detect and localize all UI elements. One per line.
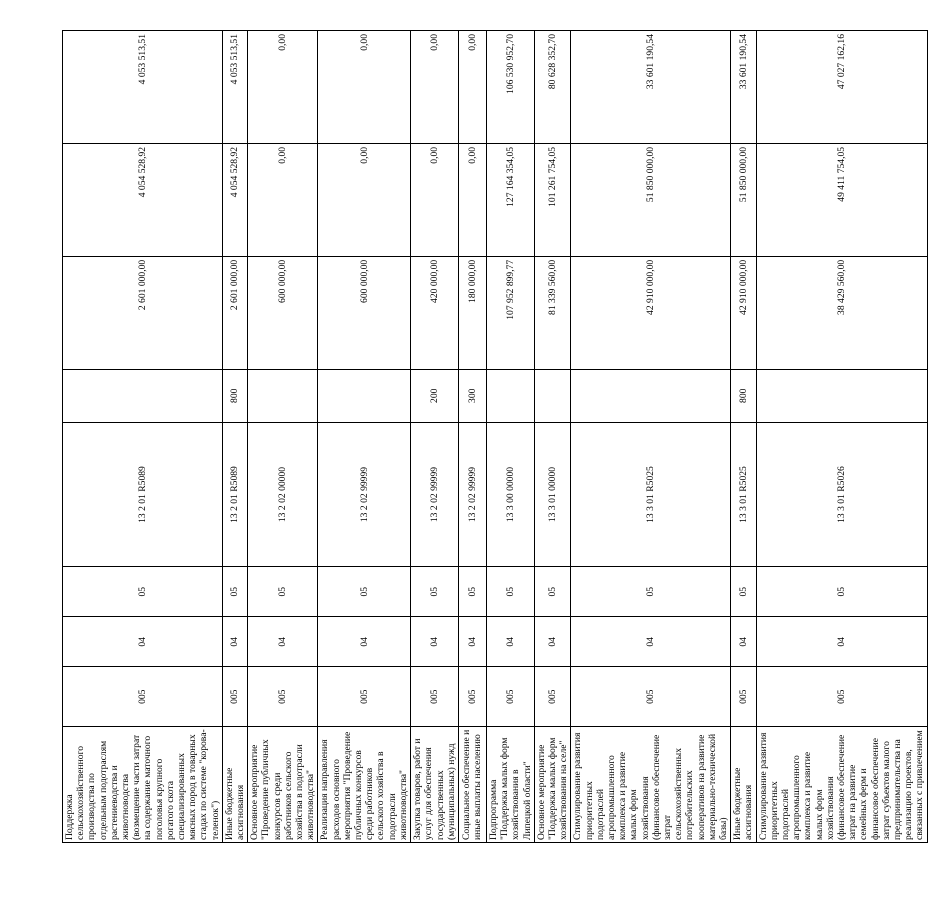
row-name: Иные бюджетные ассигнования — [731, 727, 756, 843]
table-row — [534, 31, 571, 843]
target-article-code: 13 3 01 00000 — [534, 422, 571, 566]
table-row — [63, 31, 223, 843]
row-name: Основное мероприятие "Поддержка малых форм хозяйствования на селе" — [534, 727, 571, 843]
podrazdel-code: 05 — [458, 567, 486, 617]
razdel-code: 04 — [458, 617, 486, 667]
sum-year-3: 106 530 952,70 — [486, 31, 534, 144]
podrazdel-code: 05 — [222, 567, 247, 617]
sum-year-3: 4 053 513,51 — [63, 31, 223, 144]
sum-year-1: 107 952 899,77 — [486, 256, 534, 369]
table-row — [571, 31, 731, 843]
target-article-code: 13 3 00 00000 — [486, 422, 534, 566]
target-article-code: 13 2 01 R5089 — [222, 422, 247, 566]
vedomstvo-code: 005 — [63, 667, 223, 727]
target-article-code: 13 2 01 R5089 — [63, 422, 223, 566]
row-name: Закупка товаров, работ и услуг для обеспечения государственных (муниципальных) нужд — [411, 727, 459, 843]
row-name: Подпрограмма "Поддержка малых форм хозяйствования в Липецкой области" — [486, 727, 534, 843]
sum-year-2: 0,00 — [248, 143, 318, 256]
table-body — [63, 31, 928, 843]
table-row — [458, 31, 486, 843]
target-article-code: 13 2 02 99999 — [318, 422, 411, 566]
sum-year-2: 49 411 754,05 — [756, 143, 927, 256]
vedomstvo-code: 005 — [571, 667, 731, 727]
sum-year-2: 51 850 000,00 — [571, 143, 731, 256]
table-row — [411, 31, 459, 843]
budget-table — [62, 30, 928, 843]
expense-type-code: 800 — [731, 369, 756, 422]
target-article-code: 13 3 01 R5025 — [571, 422, 731, 566]
podrazdel-code: 05 — [318, 567, 411, 617]
razdel-code: 04 — [63, 617, 223, 667]
target-article-code: 13 2 02 00000 — [248, 422, 318, 566]
podrazdel-code: 05 — [571, 567, 731, 617]
sum-year-1: 81 339 560,00 — [534, 256, 571, 369]
row-name: Реализация направления расходов основного мероприятия "Проведение публичных конкурсов среди работников сельского хозяйства в подотрасли животноводства" — [318, 727, 411, 843]
sum-year-3: 0,00 — [248, 31, 318, 144]
vedomstvo-code: 005 — [248, 667, 318, 727]
expense-type-code — [571, 369, 731, 422]
sum-year-3: 0,00 — [318, 31, 411, 144]
row-name: Поддержка сельскохозяйственного производства по отдельным подотраслям растениеводства и животноводства (возмещение части затрат на содержание маточного поголовья крупного рогатого скота специализированных мясных пород в товарных стадах по системе "корова-теленок") — [63, 727, 223, 843]
podrazdel-code: 05 — [756, 567, 927, 617]
podrazdel-code: 05 — [486, 567, 534, 617]
razdel-code: 04 — [222, 617, 247, 667]
razdel-code: 04 — [731, 617, 756, 667]
podrazdel-code: 05 — [411, 567, 459, 617]
target-article-code: 13 3 01 R5026 — [756, 422, 927, 566]
target-article-code: 13 3 01 R5025 — [731, 422, 756, 566]
row-name: Основное мероприятие "Проведение публичных конкурсов среди работников сельского хозяйства в подотрасли животноводства" — [248, 727, 318, 843]
sum-year-3: 80 628 352,70 — [534, 31, 571, 144]
sum-year-2: 4 054 528,92 — [222, 143, 247, 256]
sum-year-3: 47 027 162,16 — [756, 31, 927, 144]
expense-type-code — [63, 369, 223, 422]
target-article-code: 13 2 02 99999 — [411, 422, 459, 566]
expense-type-code — [318, 369, 411, 422]
sum-year-2: 101 261 754,05 — [534, 143, 571, 256]
expense-type-code — [534, 369, 571, 422]
razdel-code: 04 — [411, 617, 459, 667]
target-article-code: 13 2 02 99999 — [458, 422, 486, 566]
expense-type-code: 300 — [458, 369, 486, 422]
razdel-code: 04 — [248, 617, 318, 667]
vedomstvo-code: 005 — [411, 667, 459, 727]
sum-year-1: 600 000,00 — [248, 256, 318, 369]
sum-year-2: 51 850 000,00 — [731, 143, 756, 256]
sum-year-2: 0,00 — [411, 143, 459, 256]
row-name: Стимулирование развития приоритетных подотраслей агропромышленного комплекса и развитие малых форм хозяйствования (финансовое обеспечение затрат сельскохозяйственных потребительских кооперативов на развитие материально-технической базы) — [571, 727, 731, 843]
podrazdel-code: 05 — [248, 567, 318, 617]
sum-year-2: 0,00 — [458, 143, 486, 256]
table-row — [318, 31, 411, 843]
podrazdel-code: 05 — [731, 567, 756, 617]
sum-year-3: 4 053 513,51 — [222, 31, 247, 144]
sum-year-1: 180 000,00 — [458, 256, 486, 369]
expense-type-code — [756, 369, 927, 422]
row-name: Стимулирование развития приоритетных подотраслей агропромышленного комплекса и развитие малых форм хозяйствования (финансовое обеспечение затрат на развитие семейных ферм и финансовое обеспечение затрат субъектов малого предпринимательства на реализацию проектов, связанных с привлечением — [756, 727, 927, 843]
table-row — [222, 31, 247, 843]
row-name: Социальное обеспечение и иные выплаты населению — [458, 727, 486, 843]
podrazdel-code: 05 — [534, 567, 571, 617]
table-row — [248, 31, 318, 843]
expense-type-code: 800 — [222, 369, 247, 422]
vedomstvo-code: 005 — [534, 667, 571, 727]
sum-year-3: 33 601 190,54 — [571, 31, 731, 144]
expense-type-code — [248, 369, 318, 422]
sum-year-1: 2 601 000,00 — [63, 256, 223, 369]
sum-year-2: 127 164 354,05 — [486, 143, 534, 256]
razdel-code: 04 — [534, 617, 571, 667]
sum-year-1: 42 910 000,00 — [731, 256, 756, 369]
row-name: Иные бюджетные ассигнования — [222, 727, 247, 843]
table-row — [731, 31, 756, 843]
expense-type-code: 200 — [411, 369, 459, 422]
table-row — [756, 31, 927, 843]
razdel-code: 04 — [756, 617, 927, 667]
sum-year-3: 0,00 — [411, 31, 459, 144]
vedomstvo-code: 005 — [458, 667, 486, 727]
vedomstvo-code: 005 — [486, 667, 534, 727]
razdel-code: 04 — [571, 617, 731, 667]
vedomstvo-code: 005 — [318, 667, 411, 727]
expense-type-code — [486, 369, 534, 422]
razdel-code: 04 — [486, 617, 534, 667]
sum-year-1: 42 910 000,00 — [571, 256, 731, 369]
sum-year-1: 420 000,00 — [411, 256, 459, 369]
budget-table-sheet — [62, 30, 926, 843]
sum-year-1: 600 000,00 — [318, 256, 411, 369]
sum-year-2: 4 054 528,92 — [63, 143, 223, 256]
sum-year-1: 38 429 560,00 — [756, 256, 927, 369]
table-row — [486, 31, 534, 843]
sum-year-3: 0,00 — [458, 31, 486, 144]
sum-year-1: 2 601 000,00 — [222, 256, 247, 369]
razdel-code: 04 — [318, 617, 411, 667]
vedomstvo-code: 005 — [731, 667, 756, 727]
vedomstvo-code: 005 — [222, 667, 247, 727]
podrazdel-code: 05 — [63, 567, 223, 617]
vedomstvo-code: 005 — [756, 667, 927, 727]
sum-year-3: 33 601 190,54 — [731, 31, 756, 144]
sum-year-2: 0,00 — [318, 143, 411, 256]
